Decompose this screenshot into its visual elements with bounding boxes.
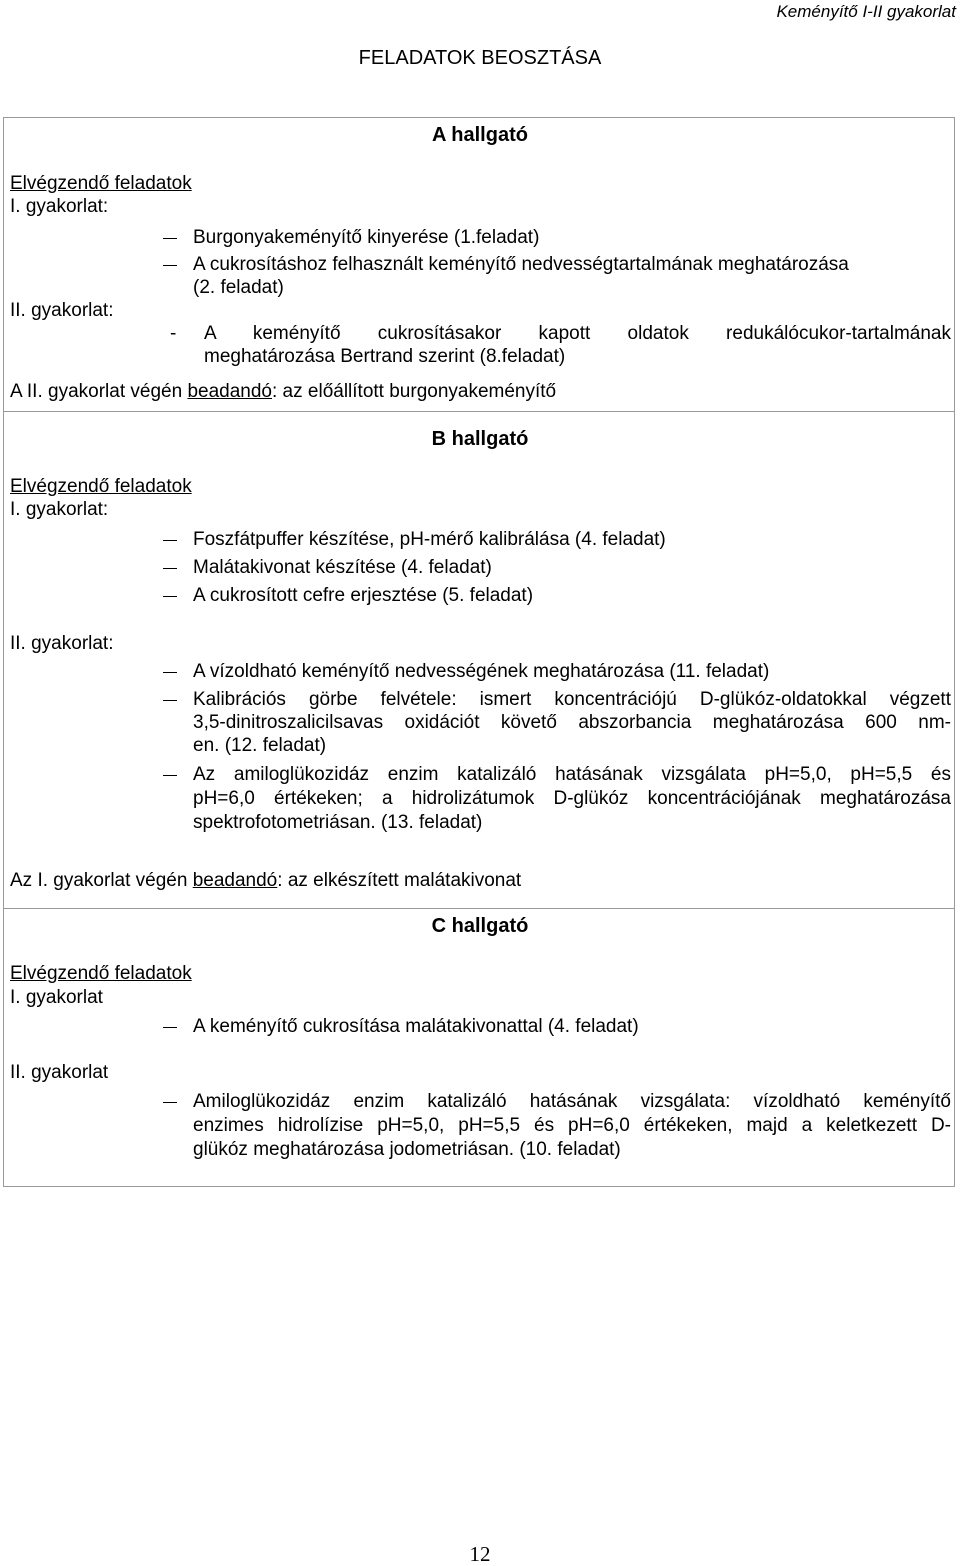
submit-suffix: : az előállított burgonyakeményítő — [272, 381, 557, 402]
list-dash — [163, 775, 177, 776]
list-item: Malátakivonat készítése (4. feladat) — [193, 557, 492, 578]
list-item: Kalibrációs görbe felvétele: ismert koncentrációjú D-glükóz-oldatokkal végzett — [193, 689, 951, 710]
submit-prefix: Az I. gyakorlat végén — [10, 870, 193, 891]
list-item-continuation: en. (12. feladat) — [193, 735, 327, 756]
submit-word: beadandó — [192, 870, 278, 891]
section-c-title: C hallgató — [431, 915, 529, 937]
list-item-continuation: spektrofotometriásan. (13. feladat) — [193, 812, 483, 833]
list-item-continuation: pH=6,0 értékeken; a hidrolizátumok D-glükóz koncentrációjának meghatározása — [193, 788, 951, 809]
list-dash — [163, 238, 177, 239]
list-item: Foszfátpuffer készítése, pH-mérő kalibrálása (4. feladat) — [193, 529, 666, 550]
list-item: Amiloglükozidáz enzim katalizáló hatásának vizsgálata: vízoldható keményítő — [193, 1091, 951, 1112]
running-header: Keményítő I-II gyakorlat — [776, 2, 956, 21]
submit-word: beadandó — [187, 381, 272, 402]
section-a-tasks-heading: Elvégzendő feladatok — [10, 173, 192, 194]
section-a-title: A hallgató — [432, 124, 528, 146]
list-item: A cukrosításhoz felhasznált keményítő nedvességtartalmának meghatározása — [193, 254, 849, 275]
section-c-tasks-heading: Elvégzendő feladatok — [10, 963, 192, 984]
section-c-practice2-label: II. gyakorlat — [10, 1062, 109, 1083]
page-number: 12 — [469, 1542, 491, 1566]
section-c-practice1-label: I. gyakorlat — [10, 987, 103, 1008]
section-b-submit-note — [10, 869, 521, 892]
list-hyphen: - — [170, 323, 177, 344]
document-title: FELADATOK BEOSZTÁSA — [358, 47, 602, 69]
section-a-submit-note — [10, 380, 556, 403]
section-b-practice1-label: I. gyakorlat: — [10, 499, 109, 520]
list-item: A keményítő cukrosításakor kapott oldatok redukálócukor-tartalmának — [204, 323, 951, 344]
list-item: A vízoldható keményítő nedvességének meghatározása (11. feladat) — [193, 661, 770, 682]
list-dash — [163, 568, 177, 569]
list-item-continuation: 3,5-dinitroszalicilsavas oxidációt követő abszorbancia meghatározása 600 nm- — [193, 712, 951, 733]
section-b-practice2-label: II. gyakorlat: — [10, 633, 114, 654]
submit-prefix: A II. gyakorlat végén — [10, 381, 188, 402]
list-dash — [163, 265, 177, 266]
section-a-practice1-label: I. gyakorlat: — [10, 196, 109, 217]
list-item-continuation: glükóz meghatározása jodometriásan. (10. feladat) — [193, 1139, 621, 1160]
list-item: A cukrosított cefre erjesztése (5. feladat) — [193, 585, 534, 606]
list-item-continuation: meghatározása Bertrand szerint (8.feladat) — [204, 346, 566, 367]
section-b-title: B hallgató — [431, 428, 529, 450]
list-item: Az amiloglükozidáz enzim katalizáló hatásának vizsgálata pH=5,0, pH=5,5 és — [193, 764, 951, 785]
list-dash — [163, 1102, 177, 1103]
list-dash — [163, 596, 177, 597]
section-b-tasks-heading: Elvégzendő feladatok — [10, 476, 192, 497]
list-item: Burgonyakeményítő kinyerése (1.feladat) — [193, 227, 540, 248]
section-divider — [3, 411, 955, 412]
section-a-practice2-label: II. gyakorlat: — [10, 300, 114, 321]
list-item-continuation: enzimes hidrolízise pH=5,0, pH=5,5 és pH=6,0 értékeken, majd a keletkezett D- — [193, 1115, 951, 1136]
list-dash — [163, 540, 177, 541]
list-item-continuation: (2. feladat) — [193, 277, 284, 298]
submit-suffix: : az elkészített malátakivonat — [277, 870, 522, 891]
list-dash — [163, 700, 177, 701]
section-divider — [3, 908, 955, 909]
list-item: A keményítő cukrosítása malátakivonattal (4. feladat) — [193, 1016, 639, 1037]
list-dash — [163, 1027, 177, 1028]
list-dash — [163, 672, 177, 673]
